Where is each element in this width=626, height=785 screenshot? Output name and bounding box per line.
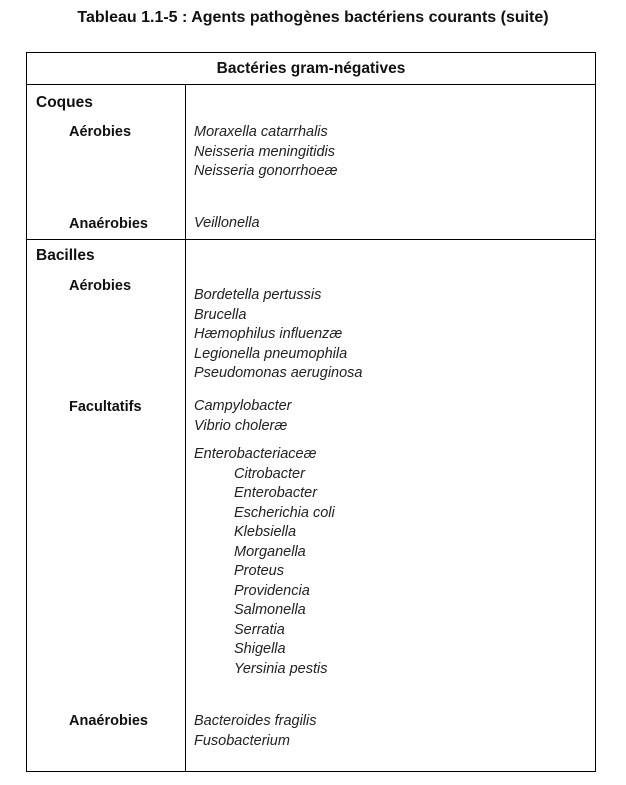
subgroup-label-bacilles-facultatifs: Facultatifs	[69, 399, 142, 415]
table-title: Tableau 1.1-5 : Agents pathogènes bactériens courants (suite)	[77, 9, 549, 26]
subgroup-label-coques-anaerobies: Anaérobies	[69, 216, 148, 232]
list-item: Bacteroides fragilis	[194, 713, 317, 729]
list-item: Proteus	[234, 563, 284, 579]
column-divider	[185, 85, 186, 771]
list-item: Neisseria gonorrhoeæ	[194, 163, 338, 179]
list-item: Neisseria meningitidis	[194, 143, 336, 160]
list-item: Bordetella pertussis	[194, 287, 322, 303]
list-item: Salmonella	[234, 602, 306, 618]
row-divider	[27, 239, 595, 240]
species-list-bacilles-facultatifs	[194, 397, 292, 436]
subgroup-label-bacilles-aerobies: Aérobies	[69, 278, 132, 294]
species-list-bacilles-anaerobies	[194, 712, 317, 751]
subgroup-label-bacilles-anaerobies: Anaérobies	[69, 713, 148, 729]
species-list-bacilles-aerobies	[194, 286, 362, 384]
list-item: Citrobacter	[234, 465, 305, 482]
species-list-coques-aerobies	[194, 123, 337, 182]
list-item: Moraxella catarrhalis	[194, 124, 328, 140]
list-item: Fusobacterium	[194, 732, 290, 749]
list-item: Pseudomonas aeruginosa	[194, 365, 363, 381]
list-item: Shigella	[234, 641, 286, 657]
list-item: Klebsiella	[234, 524, 297, 540]
list-item: Legionella pneumophila	[194, 345, 348, 362]
list-item: Vibrio choleræ	[194, 417, 288, 434]
table-header: Bactéries gram-négatives	[27, 53, 595, 85]
list-item: Escherichia coli	[234, 504, 335, 521]
list-item: Campylobacter	[194, 398, 292, 414]
list-item: Enterobacter	[234, 485, 318, 501]
species-list-coques-anaerobies	[194, 214, 260, 234]
subgroup-label-coques-aerobies: Aérobies	[69, 124, 132, 140]
list-item: Brucella	[194, 306, 247, 323]
list-item: Veillonella	[194, 215, 260, 231]
group-label-bacilles: Bacilles	[36, 247, 95, 264]
group-label-coques: Coques	[36, 94, 93, 111]
list-item: Serratia	[234, 621, 285, 638]
list-item: Yersinia pestis	[234, 660, 328, 677]
bacteria-table	[26, 52, 596, 772]
list-item: Providencia	[234, 582, 310, 599]
list-item: Morganella	[234, 543, 306, 560]
family-label: Enterobacteriaceæ	[194, 446, 317, 462]
list-item: Hæmophilus influenzæ	[194, 326, 343, 342]
enterobacteriaceae-list	[194, 445, 335, 679]
